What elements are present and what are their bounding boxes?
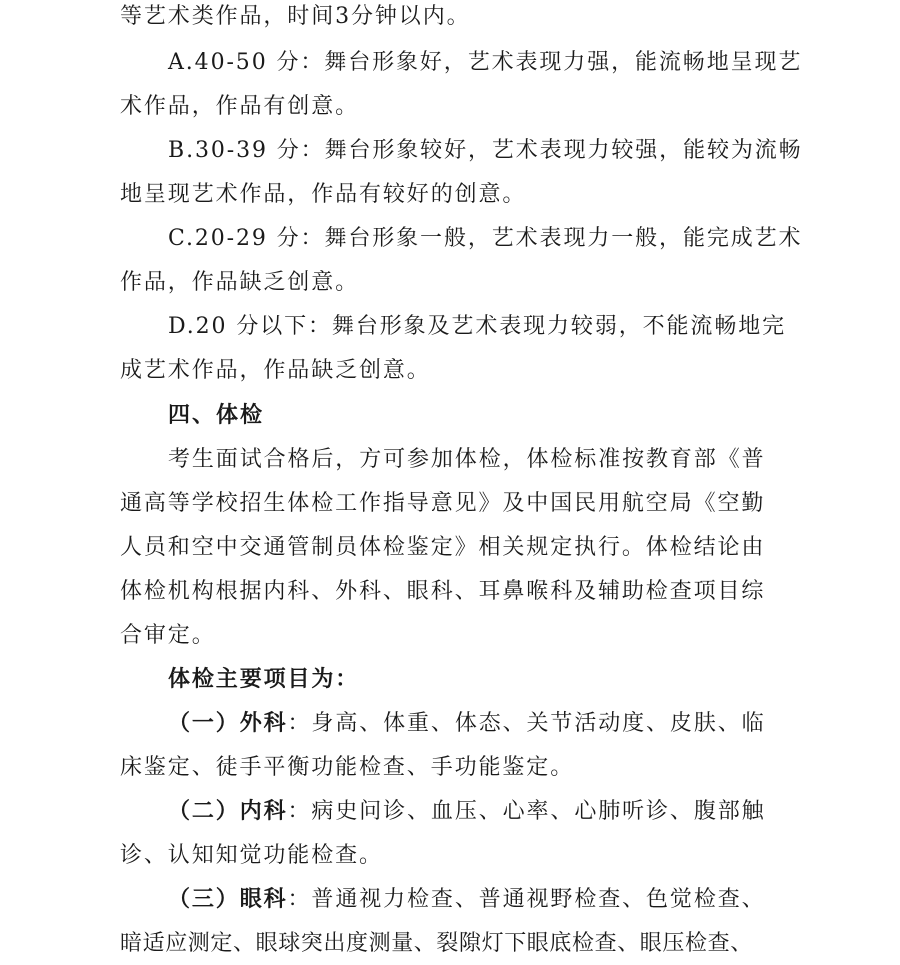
item-internal-line-2: 诊、认知知觉功能检查。 (120, 843, 383, 868)
grade-c-line-2: 作品，作品缺乏创意。 (120, 270, 360, 295)
item-internal-line-1 (168, 797, 766, 827)
item-surgery-line-2: 床鉴定、徒手平衡功能检查、手功能鉴定。 (120, 755, 575, 780)
intro-tail-line: 等艺术类作品，时间3分钟以内。 (120, 4, 471, 29)
item-eye-text: ：普通视力检查、普通视野检查、色觉检查、 (287, 887, 766, 912)
exam-paragraph-line-1: 考生面试合格后，方可参加体检，体检标准按教育部《普 (168, 447, 766, 472)
items-heading: 体检主要项目为： (168, 667, 360, 692)
item-surgery-line-1 (168, 709, 766, 739)
item-surgery-text: ：身高、体重、体态、关节活动度、皮肤、临 (287, 711, 766, 736)
grade-a-line-1: A.40-50 分：舞台形象好，艺术表现力强，能流畅地呈现艺 (168, 50, 803, 75)
item-eye-line-2: 暗适应测定、眼球突出度测量、裂隙灯下眼底检查、眼压检查、 (120, 931, 753, 956)
item-eye-line-1 (168, 885, 766, 915)
grade-d-line-2: 成艺术作品，作品缺乏创意。 (120, 358, 431, 383)
grade-b-line-2: 地呈现艺术作品，作品有较好的创意。 (120, 182, 527, 207)
grade-d-line-1: D.20 分以下：舞台形象及艺术表现力较弱，不能流畅地完 (168, 314, 787, 339)
exam-paragraph-line-3: 人员和空中交通管制员体检鉴定》相关规定执行。体检结论由 (120, 535, 766, 560)
item-eye-label: （三）眼科 (168, 887, 288, 912)
item-internal-label: （二）内科 (168, 799, 288, 824)
grade-c-line-1: C.20-29 分：舞台形象一般，艺术表现力一般，能完成艺术 (168, 226, 803, 251)
item-surgery-label: （一）外科 (168, 711, 288, 736)
section-heading: 四、体检 (168, 403, 265, 428)
exam-paragraph-line-2: 通高等学校招生体检工作指导意见》及中国民用航空局《空勤 (120, 491, 766, 516)
exam-paragraph-line-4: 体检机构根据内科、外科、眼科、耳鼻喉科及辅助检查项目综 (120, 579, 766, 604)
item-internal-text: ：病史问诊、血压、心率、心肺听诊、腹部触 (287, 799, 766, 824)
grade-a-line-2: 术作品，作品有创意。 (120, 94, 360, 119)
exam-paragraph-line-5: 合审定。 (120, 623, 216, 648)
grade-b-line-1: B.30-39 分：舞台形象较好，艺术表现力较强，能较为流畅 (168, 138, 803, 163)
